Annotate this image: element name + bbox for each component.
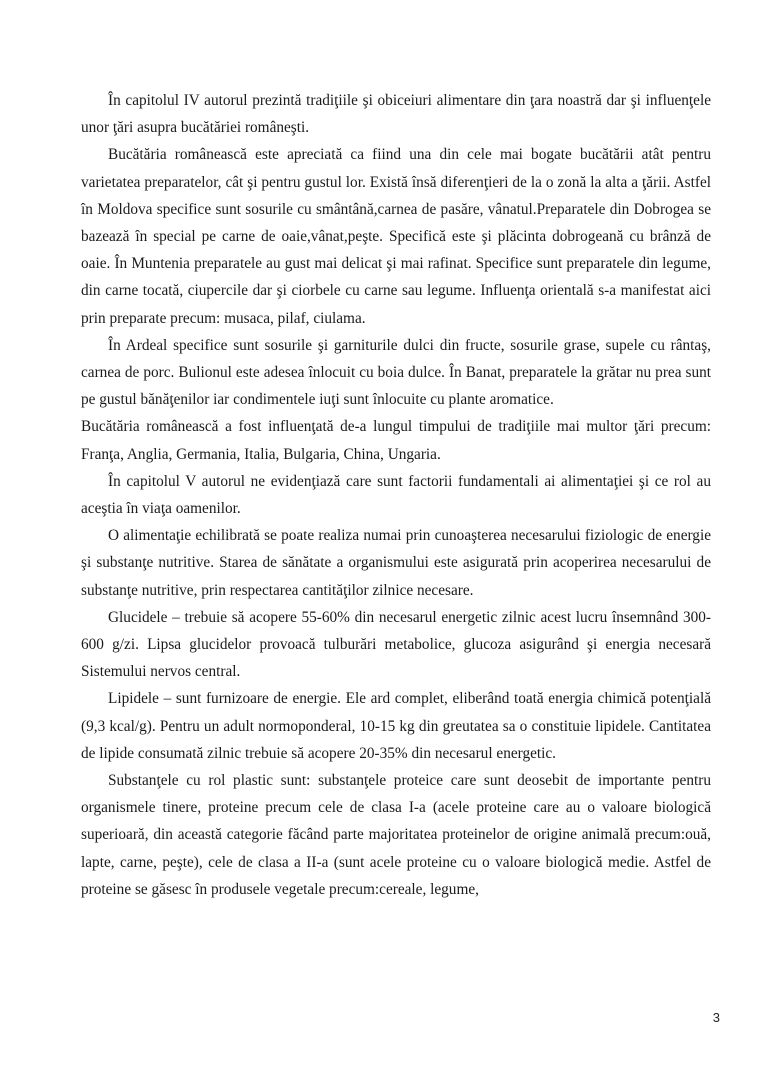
paragraph-balanced-diet: O alimentaţie echilibrată se poate realiza numai prin cunoaşterea necesarului fiziologic de energie şi substanţe nutritive. Starea de sănătate a organismului este asigurată prin acoperirea necesarului de substanţe nutritive, prin respectarea cantităţilor zilnice necesare. xyxy=(81,527,711,599)
paragraph-plastic-substances: Substanţele cu rol plastic sunt: substanţele proteice care sunt deosebit de importante pentru organismele tinere, proteine precum cele de clasa I-a (acele proteine care au o valoare biologică superioară, din această categorie făcând parte majoritatea proteinelor de origine animală precum:ouă, lapte, carne, peşte), cele de clasa a II-a (sunt acele proteine cu o valoare biologică medie. Astfel de proteine se găsesc în produsele vegetale precum:cereale, legume, xyxy=(81,772,711,898)
paragraph-foreign-influences: Bucătăria românească a fost influenţată de-a lungul timpului de tradiţiile mai multor ţări precum: Franţa, Anglia, Germania, Italia, Bulgaria, China, Ungaria. xyxy=(81,418,711,463)
body-text xyxy=(81,87,711,903)
page-number: 3 xyxy=(712,1010,720,1025)
paragraph-lipids: Lipidele – sunt furnizoare de energie. Ele ard complet, eliberând toată energia chimică potenţială (9,3 kcal/g). Pentru un adult normoponderal, 10-15 kg din greutatea sa o constituie lipidele. Cantitatea de lipide consumată zilnic trebuie să acopere 20-35% din necesarul energetic. xyxy=(81,690,711,762)
paragraph-ardeal-banat: În Ardeal specifice sunt sosurile şi garniturile dulci din fructe, sosurile grase, supele cu rântaş, carnea de porc. Bulionul este adesea înlocuit cu boia dulce. În Banat, preparatele la grătar nu prea sunt pe gustul bănăţenilor iar condimentele iuţi sunt înlocuite cu plante aromatice. xyxy=(81,336,711,409)
paragraph-romanian-cuisine: Bucătăria românească este apreciată ca fiind una din cele mai bogate bucătării atât pentru varietatea preparatelor, cât şi pentru gustul lor. Există însă diferenţieri de la o zonă la alta a ţării. Astfel în Moldova specifice sunt sosurile cu smântână,carnea de pasăre, vânatul.Preparatele din Dobrogea se bazează în special pe carne de oaie,vânat,peşte. Specifică este şi plăcinta dobrogeană cu brânză de oaie. În Muntenia preparatele au gust mai delicat şi mai rafinat. Specifice sunt preparatele din legume, din carne tocată, ciupercile dar şi ciorbele cu carne sau legume. Influenţa orientală s-a manifestat aici prin preparate precum: musaca, pilaf, ciulama. xyxy=(81,146,711,327)
paragraph-chapter-v: În capitolul V autorul ne evidenţiază care sunt factorii fundamentali ai alimentaţiei şi ce rol au aceştia în viaţa oamenilor. xyxy=(81,472,711,518)
paragraph-glucides: Glucidele – trebuie să acopere 55-60% din necesarul energetic zilnic acest lucru însemnând 300-600 g/zi. Lipsa glucidelor provoacă tulburări metabolice, glucoza asigurând şi energia necesară Sistemului nervos central. xyxy=(81,608,711,681)
paragraph-chapter-iv: În capitolul IV autorul prezintă tradiţiile şi obiceiuri alimentare din ţara noastră dar şi influenţele unor ţări asupra bucătăriei româneşti. xyxy=(81,92,711,137)
